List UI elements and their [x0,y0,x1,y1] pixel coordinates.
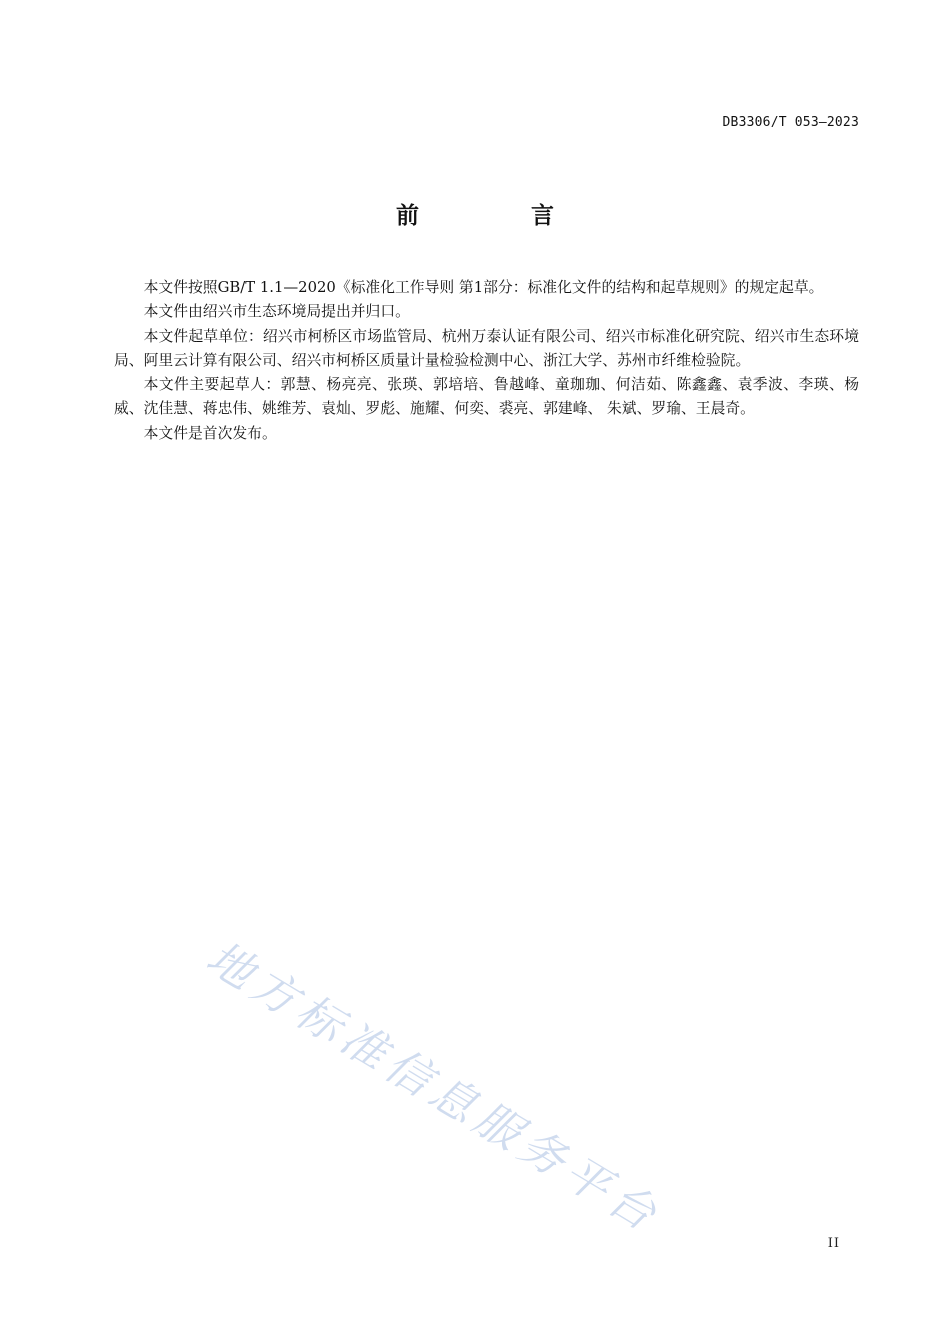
foreword-body [114,276,859,446]
paragraph-drafting-units: 本文件起草单位：绍兴市柯桥区市场监管局、杭州万泰认证有限公司、绍兴市标准化研究院、绍兴市生态环境局、阿里云计算有限公司、绍兴市柯桥区质量计量检验检测中心、浙江大学、苏州市纤维检验院。 [114,327,859,369]
paragraph-drafters: 本文件主要起草人：郭慧、杨亮亮、张瑛、郭培培、鲁越峰、童珈珈、何洁茹、陈鑫鑫、袁季波、李瑛、杨威、沈佳慧、蒋忠伟、姚维芳、袁灿、罗彪、施耀、何奕、裘亮、郭建峰、 朱斌、罗瑜、王晨奇。 [114,376,859,418]
paragraph-first-release: 本文件是首次发布。 [143,424,277,442]
page-number: II [827,1236,840,1251]
page-title: 前 言 [395,203,606,229]
paragraph-proposer: 本文件由绍兴市生态环境局提出并归口。 [143,303,410,321]
paragraph-drafting-basis: 本文件按照GB/T 1.1—2020《标准化工作导则 第1部分：标准化文件的结构和起草规则》的规定起草。 [143,279,824,296]
document-code: DB3306/T 053—2023 [722,115,859,130]
watermark: 地方标准信息服务平台 [197,930,671,1244]
